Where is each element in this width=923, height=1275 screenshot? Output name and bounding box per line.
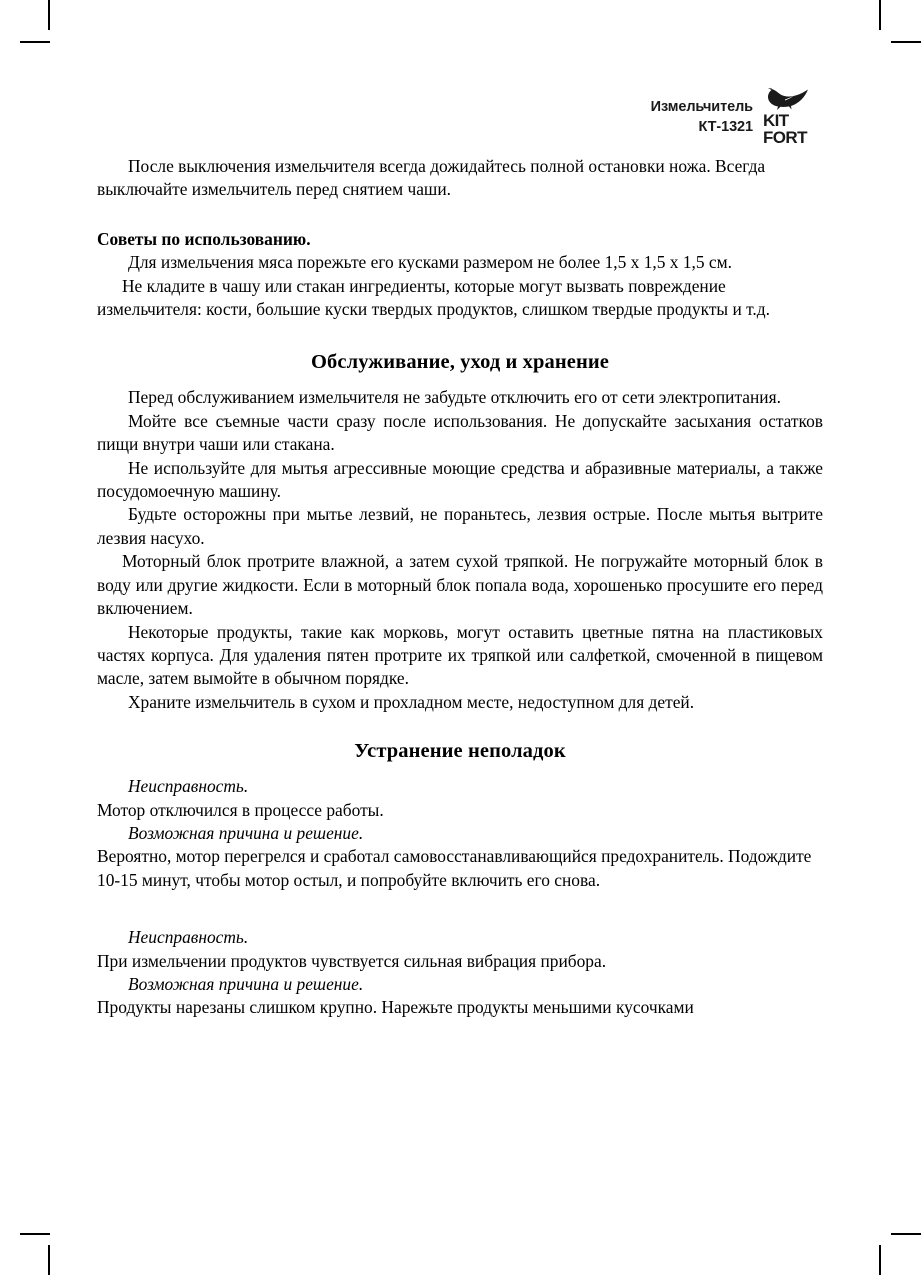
maintenance-paragraph-1: Перед обслуживанием измельчителя не забудьте отключить его от сети электропитания. — [128, 387, 781, 408]
fault-label-1: Неисправность. — [128, 776, 249, 797]
tips-paragraph-1: Для измельчения мяса порежьте его кусками размером не более 1,5 х 1,5 х 1,5 см. — [128, 252, 732, 273]
cause-label-1: Возможная причина и решение. — [128, 822, 364, 843]
maintenance-paragraph-2: Мойте все съемные части сразу после использования. Не допускайте засыхания остатков пищи внутри чаши или стакана. — [97, 410, 823, 455]
maintenance-paragraph-3: Не используйте для мытья агрессивные моющие средства и абразивные материалы, а также посудомоечную машину. — [97, 457, 823, 502]
fault-text-2: При измельчении продуктов чувствуется сильная вибрация прибора. — [97, 950, 607, 971]
maintenance-paragraph-5: Моторный блок протрите влажной, а затем сухой тряпкой. Не погружайте моторный блок в воду или другие жидкости. Если в моторный блок попала вода, хорошенько просушите его перед включением. — [97, 551, 823, 619]
maintenance-paragraph-6: Некоторые продукты, такие как морковь, могут оставить цветные пятна на пластиковых частях корпуса. Для удаления пятен протрите их тряпкой или салфеткой, смоченной в пищевом масле, затем вымойте в обычном порядке. — [97, 621, 823, 689]
crop-mark-bottom-right-vertical — [879, 1245, 881, 1275]
brand-wordmark — [763, 113, 807, 146]
crop-mark-bottom-left-horizontal — [20, 1233, 50, 1235]
maintenance-heading: Обслуживание, уход и хранение — [311, 351, 609, 374]
crop-mark-top-left-horizontal — [20, 41, 50, 43]
maintenance-paragraph-4: Будьте осторожны при мытье лезвий, не пораньтесь, лезвия острые. После мытья вытрите лезвия насухо. — [97, 504, 823, 548]
fault-text-1: Мотор отключился в процессе работы. — [97, 799, 384, 820]
cause-text-2: Продукты нарезаны слишком крупно. Нарежьте продукты меньшими кусочками — [97, 997, 694, 1018]
brand-kit: KIT — [763, 111, 789, 130]
crop-mark-top-right-horizontal — [891, 41, 921, 43]
kitfort-logo — [763, 84, 819, 146]
crop-mark-top-left-vertical — [48, 0, 50, 30]
page-header — [651, 84, 819, 146]
maintenance-paragraph-7: Храните измельчитель в сухом и прохладном месте, недоступном для детей. — [128, 691, 695, 712]
product-model: КТ-1321 — [698, 119, 753, 135]
crop-mark-bottom-right-horizontal — [891, 1233, 921, 1235]
page-content — [97, 155, 823, 1020]
troubleshooting-heading: Устранение неполадок — [354, 740, 566, 763]
intro-paragraph: После выключения измельчителя всегда дожидайтесь полной остановки ножа. Всегда выключайте измельчитель перед снятием чаши. — [97, 156, 766, 200]
crop-mark-top-right-vertical — [879, 0, 881, 30]
cause-label-2: Возможная причина и решение. — [128, 973, 364, 994]
whale-icon — [765, 84, 811, 112]
product-label: Измельчитель — [650, 99, 753, 115]
product-identification — [651, 84, 753, 137]
tips-paragraph-2: Не кладите в чашу или стакан ингредиенты, которые могут вызвать повреждение измельчителя: кости, большие куски твердых продуктов, слишком твердые продукты и т.д. — [97, 275, 770, 320]
brand-fort: FORT — [763, 127, 807, 147]
tips-heading: Советы по использованию. — [97, 228, 311, 249]
cause-text-1: Вероятно, мотор перегрелся и сработал самовосстанавливающийся предохранитель. Подождите 10-15 минут, чтобы мотор остыл, и попробуйте включить его снова. — [97, 846, 812, 890]
fault-label-2: Неисправность. — [128, 927, 249, 948]
crop-mark-bottom-left-vertical — [48, 1245, 50, 1275]
